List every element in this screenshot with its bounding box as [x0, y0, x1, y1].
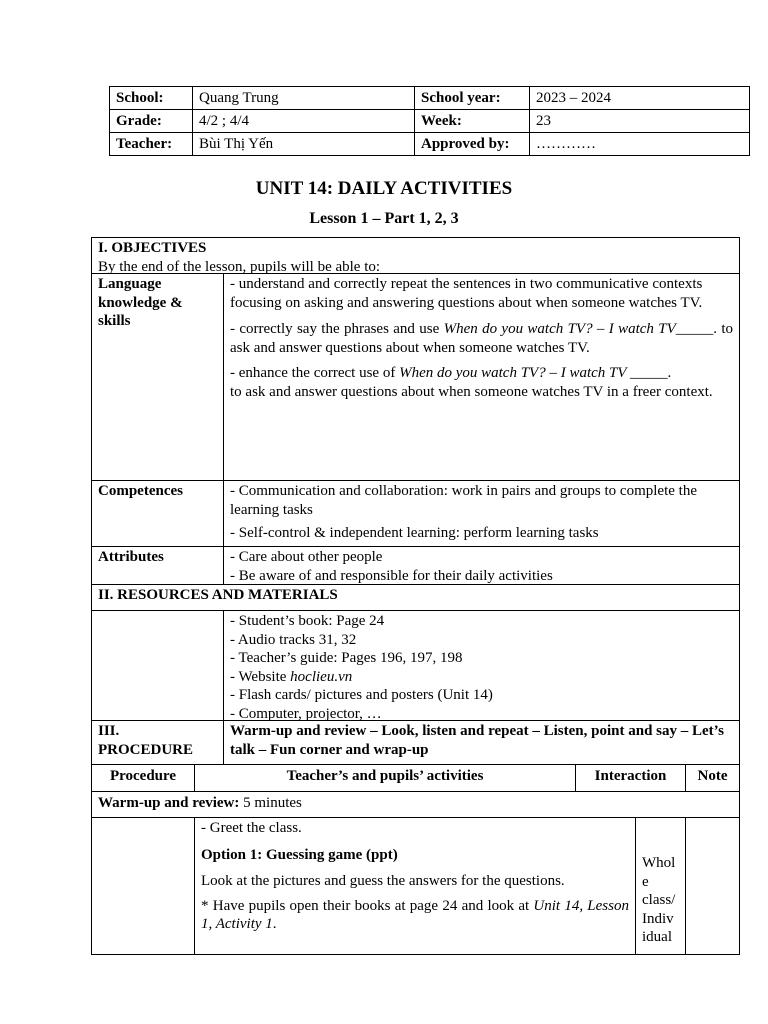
procedure-label-line-1: III. [98, 723, 120, 739]
competences-content-cell [223, 480, 740, 547]
language-skills-label-cell [91, 273, 224, 481]
approved-by-value: ………… [530, 133, 750, 156]
resources-list-cell [223, 610, 740, 721]
language-objective-1: - understand and correctly repeat the sentences in two communicative contexts focusing on asking and answering questions about when someone watches TV. [230, 276, 703, 311]
school-value: Quang Trung [193, 87, 415, 110]
interaction-line: class/ [642, 892, 676, 908]
language-objective-2 [230, 320, 733, 357]
warmup-duration: 5 minutes [239, 795, 302, 811]
col-activities-header: Teacher’s and pupils’ activities [194, 764, 576, 792]
resources-blank-cell [91, 610, 224, 721]
competence-1: - Communication and collaboration: work in pairs and groups to complete the learning tasks [230, 483, 697, 518]
objective-3-phrase: When do you watch TV? – I watch TV _____ [399, 365, 668, 381]
warmup-activities-cell [194, 817, 636, 955]
language-label-line-2: knowledge & [98, 294, 183, 311]
resources-header-cell: II. RESOURCES AND MATERIALS [91, 584, 740, 611]
guessing-step: Look at the pictures and guess the answers for the questions. [201, 873, 565, 889]
resource-item: - Flash cards/ pictures and posters (Unit 14) [230, 687, 493, 703]
warmup-label: Warm-up and review: [98, 795, 240, 811]
option-1-heading: Option 1: Guessing game (ppt) [201, 846, 398, 863]
teacher-label: Teacher: [110, 133, 193, 156]
interaction-line: Whol [642, 855, 676, 871]
col-interaction-header: Interaction [575, 764, 686, 792]
interaction-line: Indiv [642, 910, 674, 927]
attribute-2: - Be aware of and responsible for their daily activities [230, 567, 553, 584]
competences-label-cell: Competences [91, 480, 224, 547]
week-value: 23 [530, 110, 750, 133]
resource-item-website [230, 668, 733, 687]
warmup-section-cell [91, 791, 740, 818]
objective-3-period: . [667, 365, 672, 381]
objectives-header-cell [91, 237, 740, 274]
language-label-line-3: skills [98, 313, 131, 329]
week-label: Week: [415, 110, 530, 133]
school-year-label: School year: [415, 87, 530, 110]
greet-step: - Greet the class. [201, 820, 302, 836]
objectives-heading: I. OBJECTIVES [98, 240, 207, 256]
objectives-intro: By the end of the lesson, pupils will be able to: [98, 258, 381, 275]
competence-2: - Self-control & independent learning: perform learning tasks [230, 525, 599, 541]
language-skills-content-cell [223, 273, 740, 481]
interaction-line: idual [642, 929, 672, 945]
objective-3-text: - enhance the correct use of [230, 365, 400, 381]
procedure-label-cell [91, 720, 224, 765]
activity-reference: Unit 14, Lesson 1, Activity 1 [201, 897, 629, 932]
school-year-value: 2023 – 2024 [530, 87, 750, 110]
lesson-subtitle: Lesson 1 – Part 1, 2, 3 [309, 210, 459, 227]
website-link[interactable]: hoclieu.vn [290, 668, 353, 685]
language-objective-3 [230, 364, 733, 383]
warmup-interaction-cell [635, 817, 686, 955]
resource-item: - Computer, projector, … [230, 705, 382, 722]
objective-2-phrase: When do you watch TV? – I watch TV_____ [443, 321, 714, 337]
grade-label: Grade: [110, 110, 193, 133]
attribute-1: - Care about other people [230, 549, 383, 565]
resource-item: - Student’s book: Page 24 [230, 613, 385, 629]
website-prefix: - Website [230, 668, 291, 685]
col-procedure-header: Procedure [91, 764, 195, 792]
open-book-period: . [272, 916, 277, 932]
resource-item: - Audio tracks 31, 32 [230, 631, 357, 648]
attributes-label-cell: Attributes [91, 546, 224, 585]
language-label-line-1: Language [98, 276, 162, 292]
resource-item: - Teacher’s guide: Pages 196, 197, 198 [230, 650, 463, 666]
open-book-text: * Have pupils open their books at page 24 and look at [201, 897, 534, 914]
grade-value: 4/2 ; 4/4 [193, 110, 415, 133]
objective-2-purpose: . to ask and answer questions about when someone watches TV. [230, 321, 733, 356]
warmup-note-cell [685, 817, 740, 955]
objective-2-text: - correctly say the phrases and use [230, 321, 444, 337]
col-note-header: Note [685, 764, 740, 792]
procedure-summary-cell: Warm-up and review – Look, listen and repeat – Listen, point and say – Let’s talk – Fun corner and wrap-up [223, 720, 740, 765]
approved-by-label: Approved by: [415, 133, 530, 156]
language-objective-3-purpose: to ask and answer questions about when someone watches TV in a freer context. [230, 383, 713, 400]
interaction-line: e [642, 873, 649, 890]
open-book-step [201, 897, 629, 934]
warmup-procedure-cell [91, 817, 195, 955]
unit-title: UNIT 14: DAILY ACTIVITIES [255, 178, 513, 199]
procedure-label-line-2: PROCEDURE [98, 741, 194, 758]
lesson-info-table [109, 86, 750, 156]
school-label: School: [110, 87, 193, 110]
attributes-content-cell [223, 546, 740, 585]
teacher-value: Bùi Thị Yến [193, 133, 415, 156]
